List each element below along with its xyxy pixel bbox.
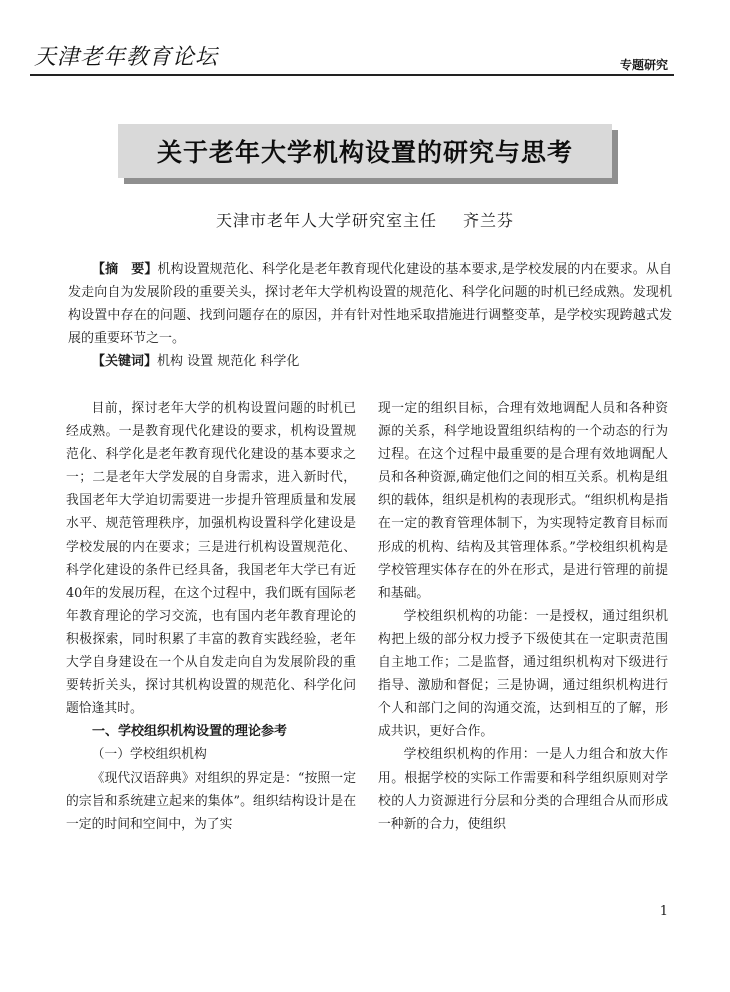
author-line bbox=[0, 208, 730, 231]
abstract bbox=[68, 258, 672, 350]
title-banner bbox=[118, 124, 612, 178]
article-title: 关于老年大学机构设置的研究与思考 bbox=[156, 138, 573, 167]
abstract-label: 【摘 要】 bbox=[92, 262, 158, 277]
right-column bbox=[378, 397, 668, 836]
header-rule bbox=[30, 74, 674, 76]
body-paragraph: 学校组织机构的作用：一是人力组合和放大作用。根据学校的实际工作需要和科学组织原则对学校的人力资源进行分层和分类的合理组合从而形成一种新的合力，使组织 bbox=[378, 747, 668, 832]
body-paragraph: 《现代汉语辞典》对组织的界定是：“按照一定的宗旨和系统建立起来的集体”。组织结构设计是在一定的时间和空间中，为了实 bbox=[66, 770, 356, 832]
body-paragraph: 目前，探讨老年大学的机构设置问题的时机已经成熟。一是教育现代化建设的要求，机构设置规范化、科学化是老年教育现代化建设的基本要求之一；二是老年大学发展的自身需求，进入新时代，我国老年大学迫切需要进一步提升管理质量和发展水平、规范管理秩序，加强机构设置科学化建设是学校发展的内在要求；三是进行机构设置规范化、科学化建设的条件已经具备，我国老年大学已有近40年的发展历程，在这个过程中，我们既有国际老年教育理论的学习交流，也有国内老年教育理论的积极探索，同时积累了丰富的教育实践经验，老年大学自身建设在一个从自发走向自为发展阶段的重要转折关头，探讨其机构设置的规范化、科学化问题恰逢其时。 bbox=[66, 401, 356, 717]
page-number: 1 bbox=[659, 904, 668, 919]
keywords bbox=[92, 350, 299, 373]
author-affiliation: 天津市老年人大学研究室主任 bbox=[215, 211, 437, 230]
body-paragraph: 学校组织机构的功能：一是授权，通过组织机构把上级的部分权力授予下级使其在一定职责范围自主地工作；二是监督，通过组织机构对下级进行指导、激励和督促；三是协调，通过组织机构进行个人和部门之间的沟通交流，达到相互的了解，形成共识，更好合作。 bbox=[378, 608, 668, 740]
keywords-text: 机构 设置 规范化 科学化 bbox=[157, 354, 300, 369]
section-heading: 一、学校组织机构设置的理论参考 bbox=[92, 724, 288, 740]
journal-logo: 天津老年教育论坛 bbox=[34, 45, 219, 70]
author-name: 齐兰芬 bbox=[463, 211, 515, 230]
section-label: 专题研究 bbox=[619, 58, 668, 72]
left-column bbox=[66, 397, 356, 836]
body-paragraph: 现一定的组织目标，合理有效地调配人员和各种资源的关系，科学地设置组织结构的一个动态的行为过程。在这个过程中最重要的是合理有效地调配人员和各种资源,确定他们之间的相互关系。机构是组织的载体，组织是机构的表现形式。“组织机构是指在一定的教育管理体制下，为实现特定教育目标而形成的机构、结构及其管理体系。”学校组织机构是学校管理实体存在的外在形式，是进行管理的前提和基础。 bbox=[378, 401, 668, 601]
subsection-heading: （一）学校组织机构 bbox=[91, 747, 207, 763]
abstract-text: 机构设置规范化、科学化是老年教育现代化建设的基本要求,是学校发展的内在要求。从自发走向自为发展阶段的重要关头，探讨老年大学机构设置的规范化、科学化问题的时机已经成熟。发现机构设置中存在的问题、找到问题存在的原因，并有针对性地采取措施进行调整变革，是学校实现跨越式发展的重要环节之一。 bbox=[68, 262, 672, 346]
keywords-label: 【关键词】 bbox=[92, 354, 158, 369]
